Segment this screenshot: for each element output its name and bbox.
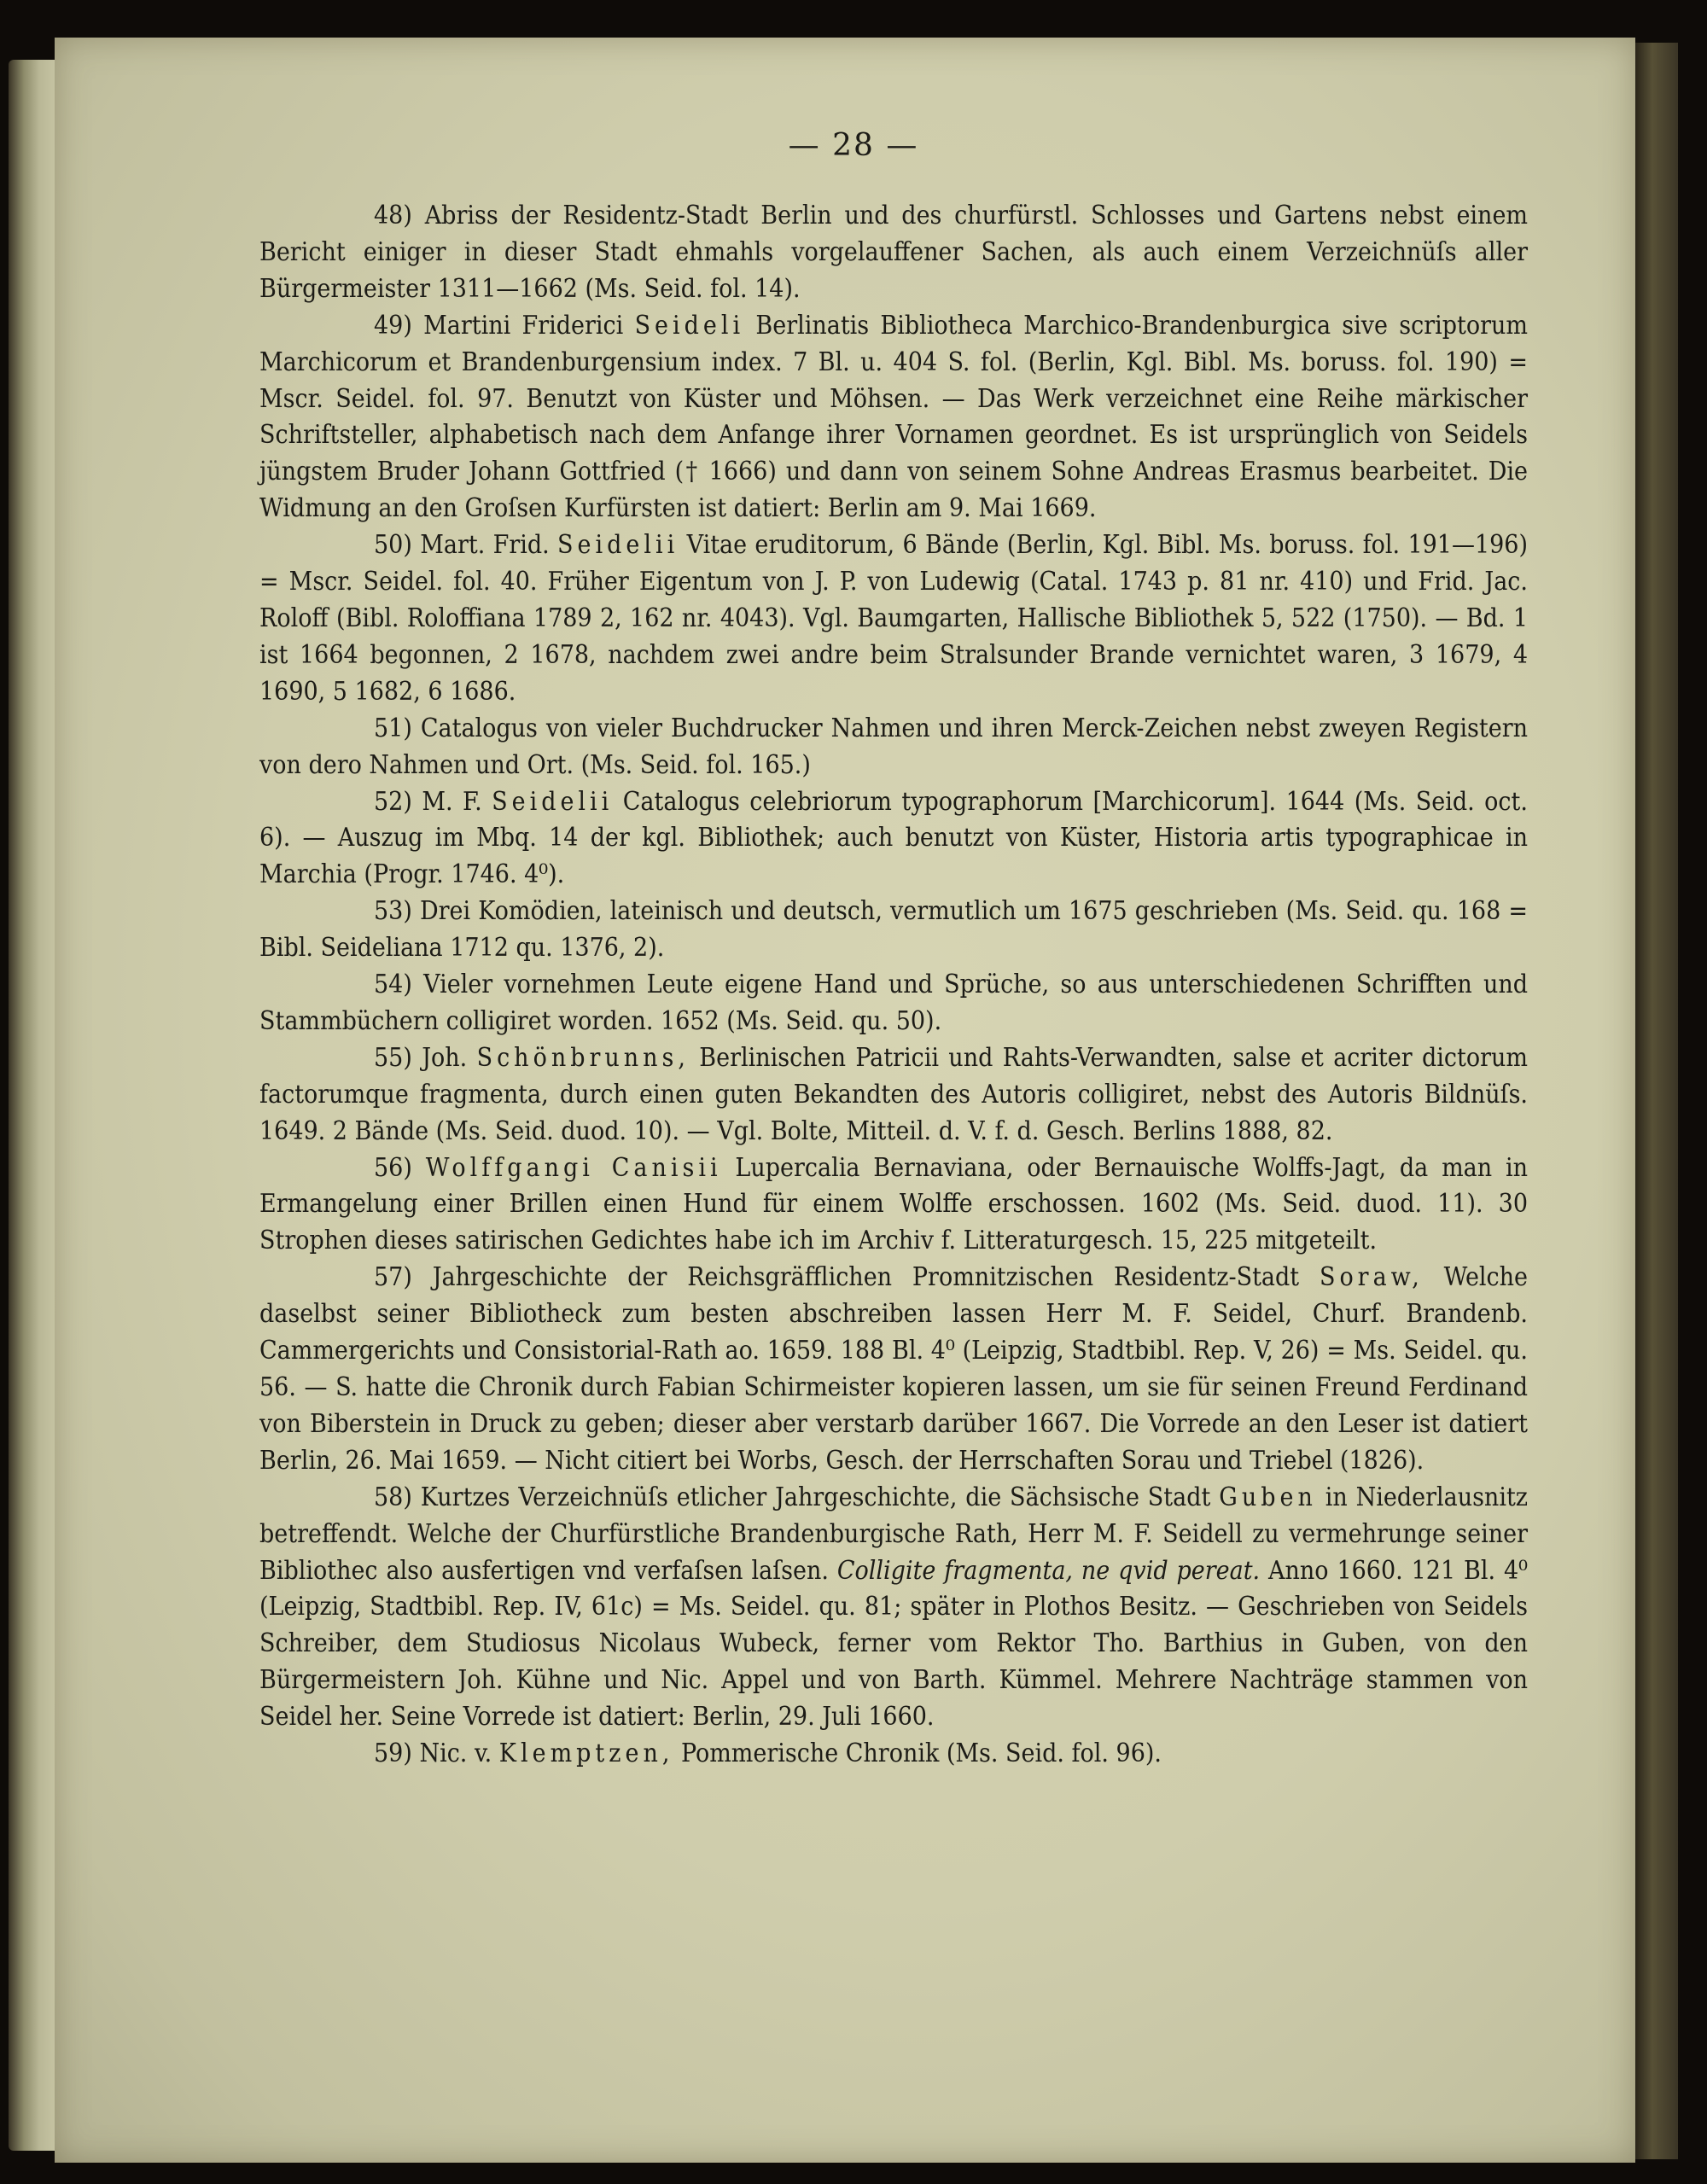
entry-53 xyxy=(259,894,1528,967)
entry-text-post: Catalogus celebriorum typographorum [Marchicorum]. 1644 (Ms. Seid. oct. 6). — Auszug im Mbq. 14 der kgl. Bibliothek; auch benutzt von Küster, Historia artis typographicae in Marchia (Progr. 1746. 4⁰). xyxy=(259,786,1528,890)
entry-number: 49) xyxy=(374,310,412,341)
entry-number: 52) xyxy=(374,786,412,817)
bibliography-list xyxy=(259,198,1528,1773)
left-page-edge xyxy=(9,60,60,2151)
entry-number: 53) xyxy=(374,896,412,927)
entry-text-pre: Jahrgeschichte der Reichsgräfflichen Promnitzischen Residentz-Stadt xyxy=(432,1262,1300,1293)
entry-text-post: Berlinischen Patricii und Rahts-Verwandten, salse et acriter dictorum factorumque fragmenta, durch einen guten Bekandten des Autoris colligiret, nebst des Autoris Bildnüſs. 1649. 2 Bände (Ms. Seid. duod. 10). — Vgl. Bolte, Mitteil. d. V. f. d. Gesch. Berlins 1888, 82. xyxy=(259,1042,1528,1146)
entry-58 xyxy=(259,1480,1528,1736)
entry-49 xyxy=(259,308,1528,527)
entry-56 xyxy=(259,1150,1528,1261)
entry-author-spaced: Seideli xyxy=(634,310,745,341)
entry-text: Catalogus von vieler Buchdrucker Nahmen und ihren Merck-Zeichen nebst zweyen Registern von dero Nahmen und Ort. (Ms. Seid. fol. 165.) xyxy=(259,713,1528,780)
entry-number: 57) xyxy=(374,1262,412,1293)
entry-text-pre: Joh. xyxy=(422,1042,468,1073)
entry-text-pre: Mart. Frid. xyxy=(420,530,550,561)
entry-text-pre: Martini Friderici xyxy=(423,310,624,341)
entry-number: 58) xyxy=(374,1482,412,1512)
entry-author-spaced: Wolffgangi Canisii xyxy=(425,1152,722,1183)
entry-author-spaced: Klemptzen, xyxy=(498,1738,674,1769)
entry-text-pre: Nic. v. xyxy=(419,1738,492,1769)
entry-text-post: Welche daselbst seiner Bibliotheck zum besten abschreiben lassen Herr M. F. Seidel, Churf. Brandenb. Cammergerichts und Consistorial-Rath ao. 1659. 188 Bl. 4⁰ (Leipzig, Stadtbibl. Rep. V, 26) = Ms. Seidel. qu. 56. — S. hatte die Chronik durch Fabian Schirmeister kopieren lassen, um sie für seinen Freund Ferdinand von Biberstein in Druck zu geben; dieser aber verstarb darüber 1667. Die Vorrede an den Leser ist datiert Berlin, 26. Mai 1659. — Nicht citiert bei Worbs, Gesch. der Herrschaften Sorau und Triebel (1826). xyxy=(259,1262,1529,1476)
entry-text-pre: M. F. xyxy=(422,786,482,817)
entry-text-post: Lupercalia Bernaviana, oder Bernauische Wolffs-Jagt, da man in Ermangelung einer Brillen einen Hund für einem Wolffe erschossen. 1602 (Ms. Seid. duod. 11). 30 Strophen dieses satirischen Gedichtes habe ich im Archiv f. Litteraturgesch. 15, 225 mitgeteilt. xyxy=(259,1152,1528,1256)
entry-number: 51) xyxy=(374,713,412,743)
entry-text-pre: Kurtzes Verzeichnüſs etlicher Jahrgeschichte, die Sächsische Stadt xyxy=(420,1482,1211,1512)
page-number: — 28 — xyxy=(788,128,919,163)
entry-text-post: Berlinatis Bibliotheca Marchico-Brandenburgica sive scriptorum Marchicorum et Brandenburgensium index. 7 Bl. u. 404 S. fol. (Berlin, Kgl. Bibl. Ms. boruss. fol. 190) = Mscr. Seidel. fol. 97. Benutzt von Küster und Möhsen. — Das Werk verzeichnet eine Reihe märkischer Schriftsteller, alphabetisch nach dem Anfange ihrer Vornamen geordnet. Es ist ursprünglich von Seidels jüngstem Bruder Johann Gottfried († 1666) und dann von seinem Sohne Andreas Erasmus bearbeitet. Die Widmung an den Groſsen Kurfürsten ist datiert: Berlin am 9. Mai 1669. xyxy=(259,310,1528,524)
entry-text-post: Vitae eruditorum, 6 Bände (Berlin, Kgl. Bibl. Ms. boruss. fol. 191—196) = Mscr. Seidel. fol. 40. Früher Eigentum von J. P. von Ludewig (Catal. 1743 p. 81 nr. 410) und Frid. Jac. Roloff (Bibl. Roloffiana 1789 2, 162 nr. 4043). Vgl. Baumgarten, Hallische Bibliothek 5, 522 (1750). — Bd. 1 ist 1664 begonnen, 2 1678, nachdem zwei andre beim Stralsunder Brande vernichtet waren, 3 1679, 4 1690, 5 1682, 6 1686. xyxy=(259,530,1528,707)
entry-55 xyxy=(259,1040,1528,1150)
entry-57 xyxy=(259,1260,1528,1479)
entry-text: Drei Komödien, lateinisch und deutsch, vermutlich um 1675 geschrieben (Ms. Seid. qu. 168 = Bibl. Seideliana 1712 qu. 1376, 2). xyxy=(259,896,1528,964)
entry-48 xyxy=(259,198,1528,308)
entry-59 xyxy=(259,1736,1528,1773)
entry-author-spaced: Seidelii xyxy=(492,786,614,817)
entry-50 xyxy=(259,527,1528,711)
entry-text-post: in Niederlausnitz betreffendt. Welche der Churfürstliche Brandenburgische Rath, Herr M. F. Seidell zu vermehrunge seiner Bibliothec also ausfertigen vnd verfaſsen laſsen. xyxy=(259,1482,1529,1586)
entry-text-post: Pommerische Chronik (Ms. Seid. fol. 96). xyxy=(681,1738,1162,1769)
entry-text: Vieler vornehmen Leute eigene Hand und Sprüche, so aus unterschiedenen Schrifften und Stammbüchern colligiret worden. 1652 (Ms. Seid. qu. 50). xyxy=(259,970,1528,1036)
entry-52 xyxy=(259,784,1528,894)
entry-motto-italic: Colligite fragmenta, ne qvid pereat. xyxy=(836,1555,1261,1586)
entry-number: 48) xyxy=(374,201,412,230)
right-page-edge xyxy=(1635,43,1678,2159)
entry-text-tail: Anno 1660. 121 Bl. 4⁰ (Leipzig, Stadtbibl. Rep. IV, 61c) = Ms. Seidel. qu. 81; später in Plothos Besitz. — Geschrieben von Seidels Schreiber, dem Studiosus Nicolaus Wubeck, ferner vom Rektor Tho. Barthius in Guben, von den Bürgermeistern Joh. Kühne und Nic. Appel und von Barth. Kümmel. Mehrere Nachträge stammen von Seidel her. Seine Vorrede ist datiert: Berlin, 29. Juli 1660. xyxy=(259,1555,1528,1733)
entry-number: 50) xyxy=(374,530,412,561)
entry-number: 59) xyxy=(374,1738,412,1769)
entry-number: 55) xyxy=(374,1042,412,1073)
entry-number: 56) xyxy=(374,1152,412,1183)
entry-author-spaced: Seidelii xyxy=(557,530,679,561)
entry-text: Abriss der Residentz-Stadt Berlin und des churfürstl. Schlosses und Gartens nebst einem Bericht einiger in dieser Stadt ehmahls vorgelauffener Sachen, als auch einem Verzeichnüſs aller Bürgermeister 1311—1662 (Ms. Seid. fol. 14). xyxy=(259,201,1528,304)
entry-place-spaced: Soraw, xyxy=(1319,1262,1424,1293)
entry-author-spaced: Schönbrunns, xyxy=(476,1042,690,1073)
entry-place-spaced: Guben xyxy=(1219,1482,1317,1512)
entry-54 xyxy=(259,967,1528,1040)
entry-51 xyxy=(259,711,1528,784)
entry-number: 54) xyxy=(374,970,412,1000)
